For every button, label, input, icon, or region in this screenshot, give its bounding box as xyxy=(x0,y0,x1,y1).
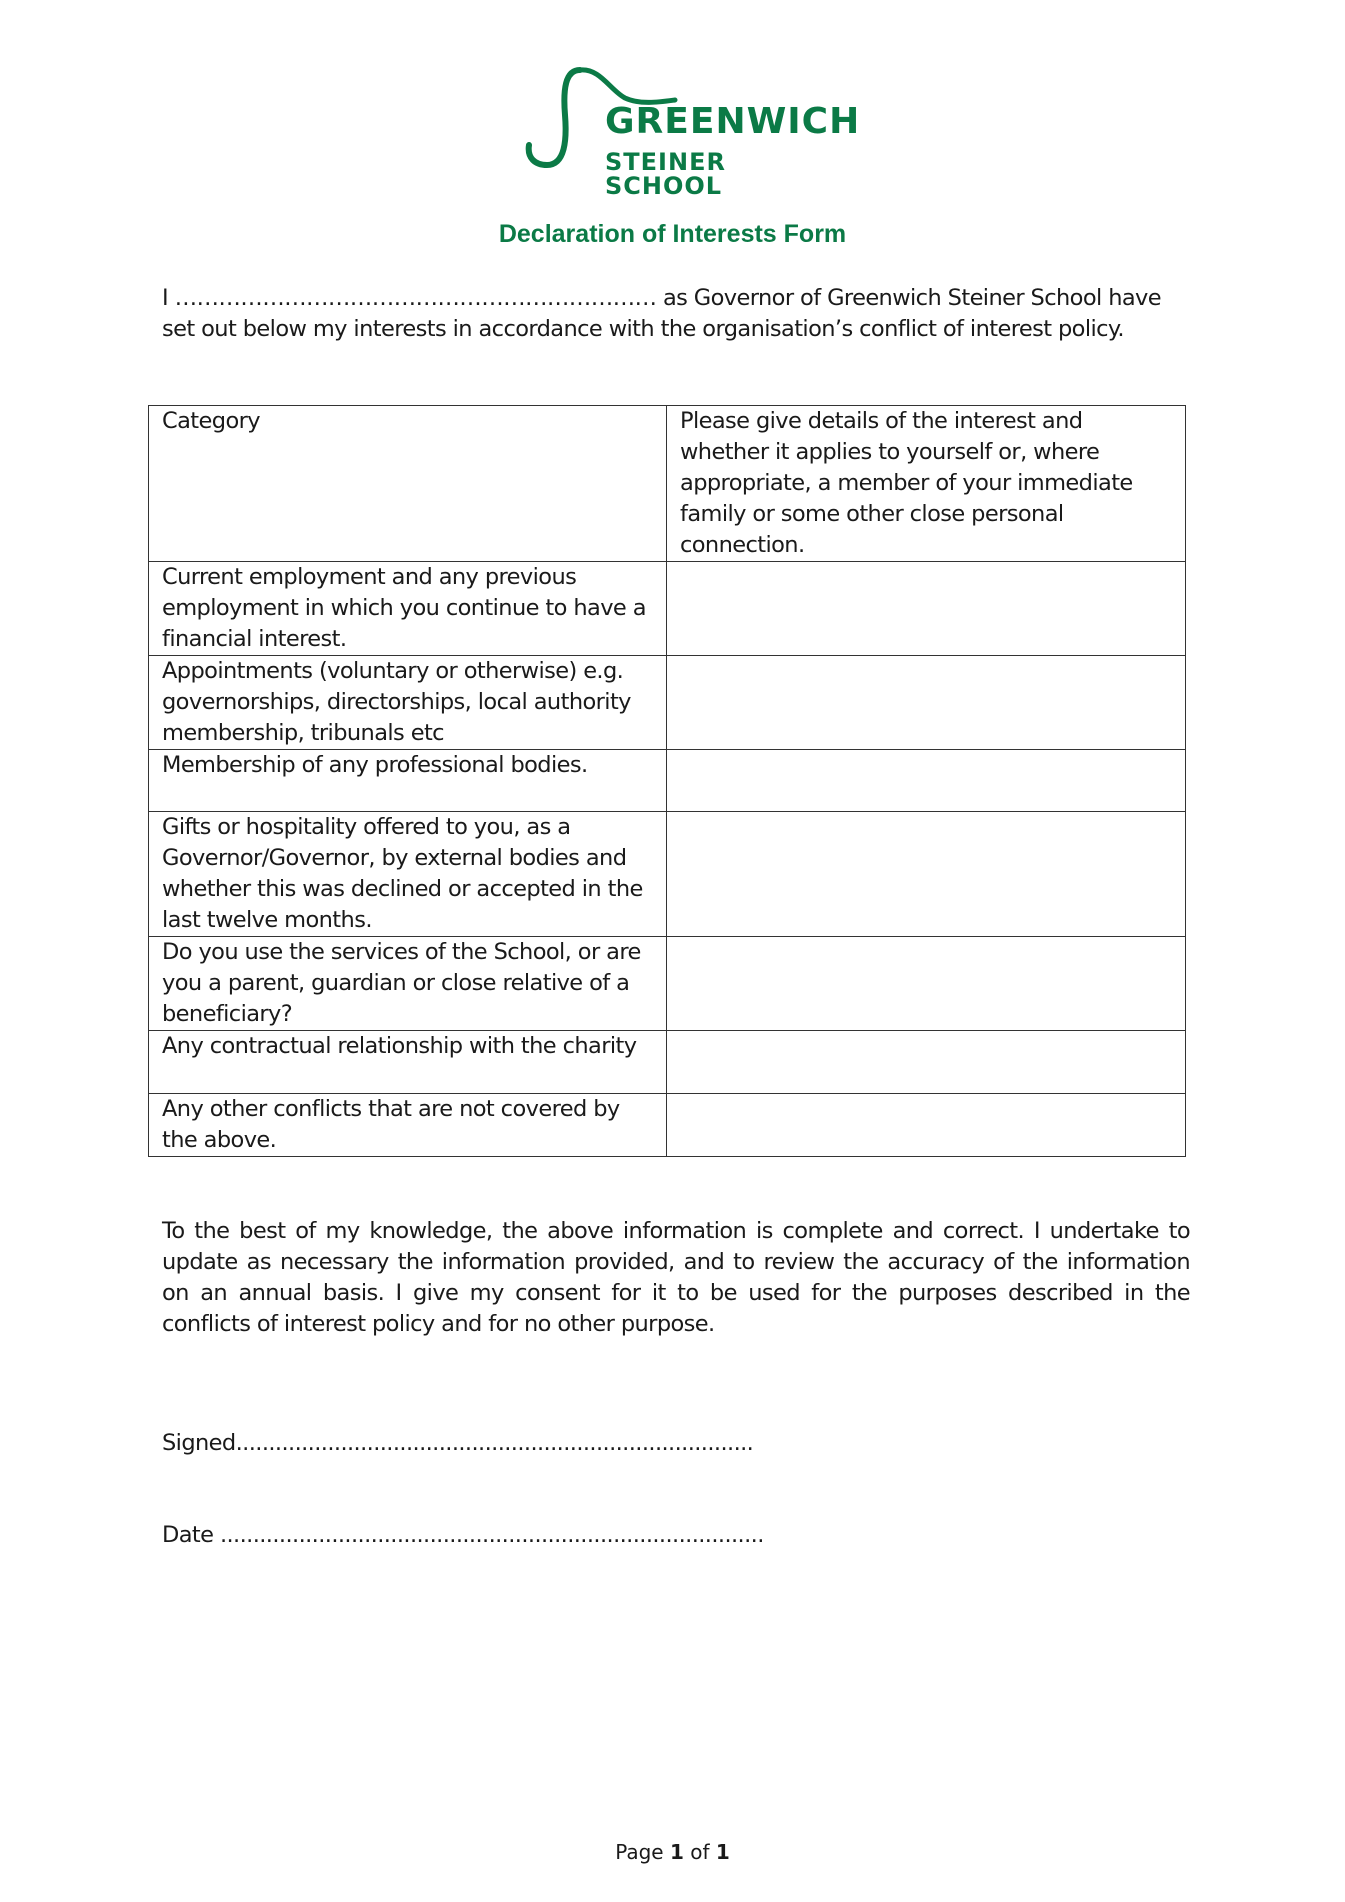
header-category: Category xyxy=(149,406,667,562)
row-category: Do you use the services of the School, or are you a parent, guardian or close relative of a beneficiary? xyxy=(149,937,667,1031)
logo-text-greenwich: GREENWICH xyxy=(605,101,861,142)
declaration-statement: To the best of my knowledge, the above information is complete and correct. I undertake to update as necessary the information provided, and to review the accuracy of the information on an annual basis. I give my consent for it to be used for the purposes described in the conflicts of interest policy and for no other purpose. xyxy=(162,1218,1190,1337)
row-details-field[interactable] xyxy=(667,937,1186,1031)
row-details-field[interactable] xyxy=(667,1094,1186,1157)
row-details-field[interactable] xyxy=(667,656,1186,750)
date-line[interactable] xyxy=(162,1522,764,1548)
signed-label: Signed xyxy=(162,1430,236,1456)
row-category: Current employment and any previous employment in which you continue to have a financial interest. xyxy=(149,562,667,656)
row-category: Membership of any professional bodies. xyxy=(149,750,667,812)
table-row xyxy=(149,812,1186,937)
row-category: Gifts or hospitality offered to you, as a Governor/Governor, by external bodies and whether this was declined or accepted in the last twelve months. xyxy=(149,812,667,937)
page-total: 1 xyxy=(715,1840,730,1864)
page-sep: of xyxy=(683,1840,716,1864)
page-current: 1 xyxy=(669,1840,684,1864)
table-row xyxy=(149,750,1186,812)
intro-statement: I ………………………………………………………… as Governor of Greenwich Steiner School have set out below my interests in accordance with the organisation’s conflict of interest policy. xyxy=(162,285,1162,342)
table-header-row xyxy=(149,406,1186,562)
logo-text-steiner-school: STEINER SCHOOL xyxy=(605,148,726,200)
form-title: Declaration of Interests Form xyxy=(498,220,847,248)
table-row xyxy=(149,1094,1186,1157)
row-details-field[interactable] xyxy=(667,1031,1186,1094)
date-field[interactable]: ................................................................................... xyxy=(219,1522,764,1548)
table-row xyxy=(149,937,1186,1031)
page-prefix: Page xyxy=(615,1840,670,1864)
signed-line[interactable] xyxy=(162,1430,753,1456)
table-row xyxy=(149,1031,1186,1094)
table-row xyxy=(149,562,1186,656)
school-logo xyxy=(525,60,861,200)
row-details-field[interactable] xyxy=(667,812,1186,937)
table-row xyxy=(149,656,1186,750)
page-number xyxy=(0,1840,1345,1864)
date-label: Date xyxy=(162,1522,220,1548)
row-category: Any other conflicts that are not covered by the above. xyxy=(149,1094,667,1157)
row-category: Any contractual relationship with the charity xyxy=(149,1031,667,1094)
header-details: Please give details of the interest and whether it applies to yourself or, where appropriate, a member of your immediate family or some other close personal connection. xyxy=(667,406,1186,562)
interests-table xyxy=(148,405,1186,1157)
row-details-field[interactable] xyxy=(667,750,1186,812)
signed-field[interactable]: ............................................................................... xyxy=(235,1430,754,1456)
row-details-field[interactable] xyxy=(667,562,1186,656)
row-category: Appointments (voluntary or otherwise) e.g. governorships, directorships, local authority membership, tribunals etc xyxy=(149,656,667,750)
